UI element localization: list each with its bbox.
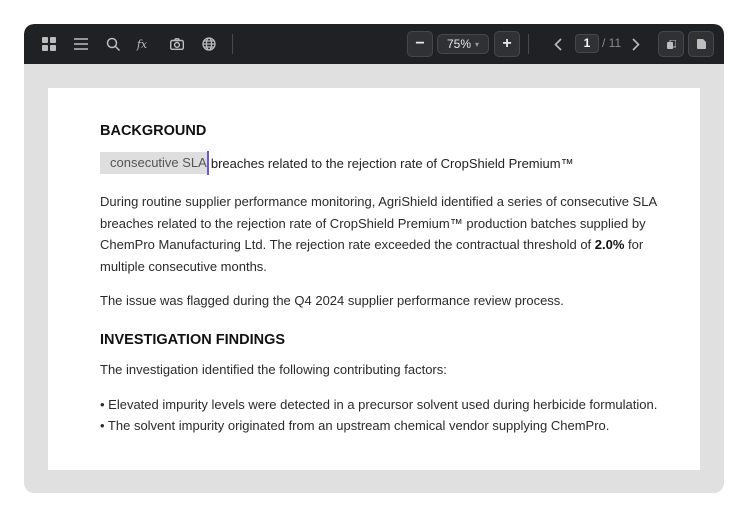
zoom-in-button[interactable] <box>494 31 520 57</box>
copy-icon <box>667 40 676 49</box>
flagged-paragraph: The issue was flagged during the Q4 2024 supplier performance review process. <box>100 293 564 308</box>
background-heading: BACKGROUND <box>100 123 207 139</box>
camera-icon[interactable] <box>167 34 187 54</box>
document-button[interactable] <box>688 31 714 57</box>
document-viewer <box>24 24 724 493</box>
function-icon[interactable] <box>132 34 152 54</box>
threshold-value: 2.0% <box>594 237 625 252</box>
toolbar <box>24 24 724 64</box>
background-paragraph <box>100 191 660 277</box>
toolbar-separator <box>232 34 233 54</box>
background-paragraph-text: During routine supplier performance monitoring, AgriShield identified a series of consecutive SLA breaches related to the rejection rate of CropShield Premium™ production batches supplied by ChemPro Manufacturing Ltd. The rejection rate exceeded the contractual threshold of <box>100 194 657 252</box>
function-icon-label: fx <box>136 37 148 51</box>
document-page <box>48 88 700 470</box>
findings-list <box>100 394 670 436</box>
zoom-out-button[interactable] <box>407 31 433 57</box>
selection-rest-text[interactable]: breaches related to the rejection rate of CropShield Premium™ <box>210 155 574 171</box>
zoom-value: 75% <box>446 37 471 51</box>
search-icon[interactable] <box>103 34 123 54</box>
menu-icon[interactable] <box>71 34 91 54</box>
text-cursor <box>207 151 209 175</box>
findings-intro: The investigation identified the following contributing factors: <box>100 362 447 377</box>
copy-button[interactable] <box>658 31 684 57</box>
chevron-down-icon: ▾ <box>475 39 480 49</box>
list-item: • The solvent impurity originated from an upstream chemical vendor supplying ChemPro. <box>100 418 610 433</box>
grid-icon[interactable] <box>39 34 59 54</box>
globe-icon[interactable] <box>199 34 219 54</box>
zoom-select[interactable] <box>437 34 489 54</box>
previous-page-button[interactable] <box>548 34 568 54</box>
background-paragraph-end: for multiple consecutive months. <box>100 237 644 274</box>
toolbar-separator <box>528 34 529 54</box>
next-page-button[interactable] <box>626 34 646 54</box>
selected-text[interactable]: consecutive SLA <box>100 152 207 174</box>
page-number-input[interactable]: 1 <box>575 34 599 53</box>
findings-heading: INVESTIGATION FINDINGS <box>100 332 286 348</box>
zoom-out-label: − <box>415 35 425 52</box>
document-icon <box>697 39 706 49</box>
text-selection-row[interactable] <box>100 152 574 174</box>
page-total: / 11 <box>602 36 622 50</box>
list-item: • Elevated impurity levels were detected in a precursor solvent used during herbicide formulation. <box>100 397 658 412</box>
zoom-in-label: + <box>502 35 512 52</box>
